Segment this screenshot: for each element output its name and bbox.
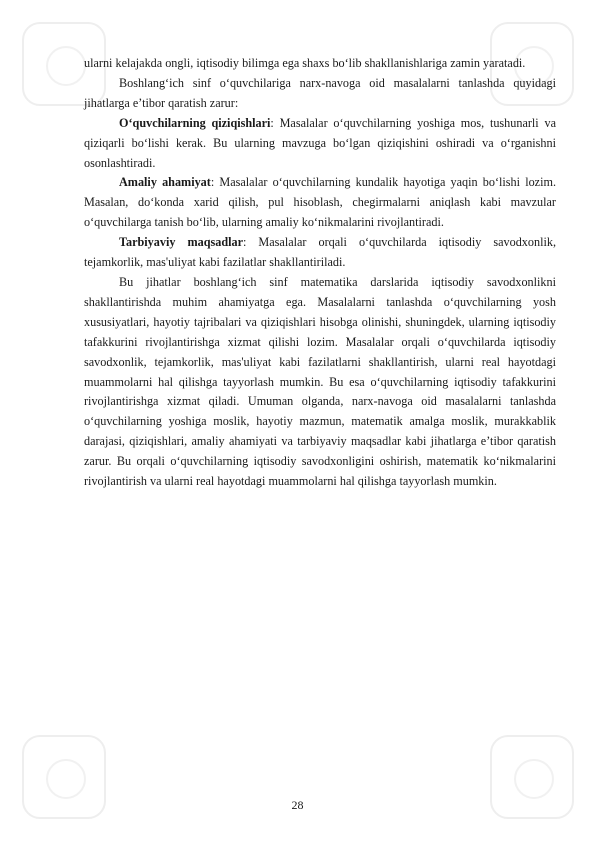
paragraph-intro: Boshlang‘ich sinf o‘quvchilariga narx-navoga oid masalalarni tanlashda quyidagi jihatlarga e’tibor qaratish zarur: [84, 75, 556, 110]
page-number: 28 [291, 798, 304, 812]
paragraph-conclusion: Bu jihatlar boshlang‘ich sinf matematika darslarida iqtisodiy savodxonlikni shakllantirishda muhim ahamiyatga ega. Masalalarni tanlashda o‘quvchilarning yosh xususiyatlari, hayotiy tajribalari va qiziqishlari hisobga olinishi, shuningdek, ularning iqtisodiy tafakkurini rivojlantirishga xizmat qilishi lozim. Masalalar orqali o‘quvchilarda iqtisodiy savodxonlik, tejamkorlik, mas'uliyat kabi fazilatlarni shakllantirish, ularni real hayotdagi muammolarni hal qilishga tayyorlash mumkin. Bu esa o‘quvchilarning iqtisodiy tafakkurini rivojlantirishga xizmat qiladi. Umuman olganda, narx-navoga oid masalalarni tanlashda o‘quvchilarning yoshiga moslik, hayotiy mazmun, matematik amalga moslik, murakkablik darajasi, qiziqishlari, amaliy ahamiyati va tarbiyaviy maqsadlar kabi jihatlarga e’tibor qaratish zarur. Bu orqali o‘quvchilarning iqtisodiy savodxonligini oshirish, matematik ko‘nikmalarini rivojlantirish va ularni real hayotdagi muammolarni hal qilishga tayyorlash mumkin. [84, 274, 556, 489]
paragraph-interests [84, 114, 556, 174]
paragraph-continuation: ularni kelajakda ongli, iqtisodiy bilimga ega shaxs bo‘lib shakllanishlariga zamin yaratadi. [84, 56, 526, 70]
document-body [84, 54, 556, 492]
text-interests: : Masalalar o‘quvchilarning yoshiga mos, tushunarli va qiziqarli bo‘lishi kerak. Bu ularning mavzuga bo‘lgan qiziqishini oshiradi va o‘rganishni osonlashtiradi. [84, 115, 556, 170]
term-educational: Tarbiyaviy maqsadlar [119, 235, 243, 250]
paragraph-educational [84, 233, 556, 273]
term-interests: O‘quvchilarning qiziqishlari [119, 115, 271, 130]
text-practical: : Masalalar o‘quvchilarning kundalik hayotiga yaqin bo‘lishi lozim. Masalan, do‘konda xarid qilish, pul hisoblash, chegirmalarni aniqlash kabi mavzular o‘quvchilarga tanish bo‘lib, ularning amaliy ko‘nikmalarini rivojlantiradi. [84, 175, 556, 230]
term-practical: Amaliy ahamiyat [119, 175, 211, 190]
paragraph-practical [84, 173, 556, 233]
text-educational: : Masalalar orqali o‘quvchilarda iqtisodiy savodxonlik, tejamkorlik, mas'uliyat kabi fazilatlar shakllantiriladi. [84, 235, 556, 270]
